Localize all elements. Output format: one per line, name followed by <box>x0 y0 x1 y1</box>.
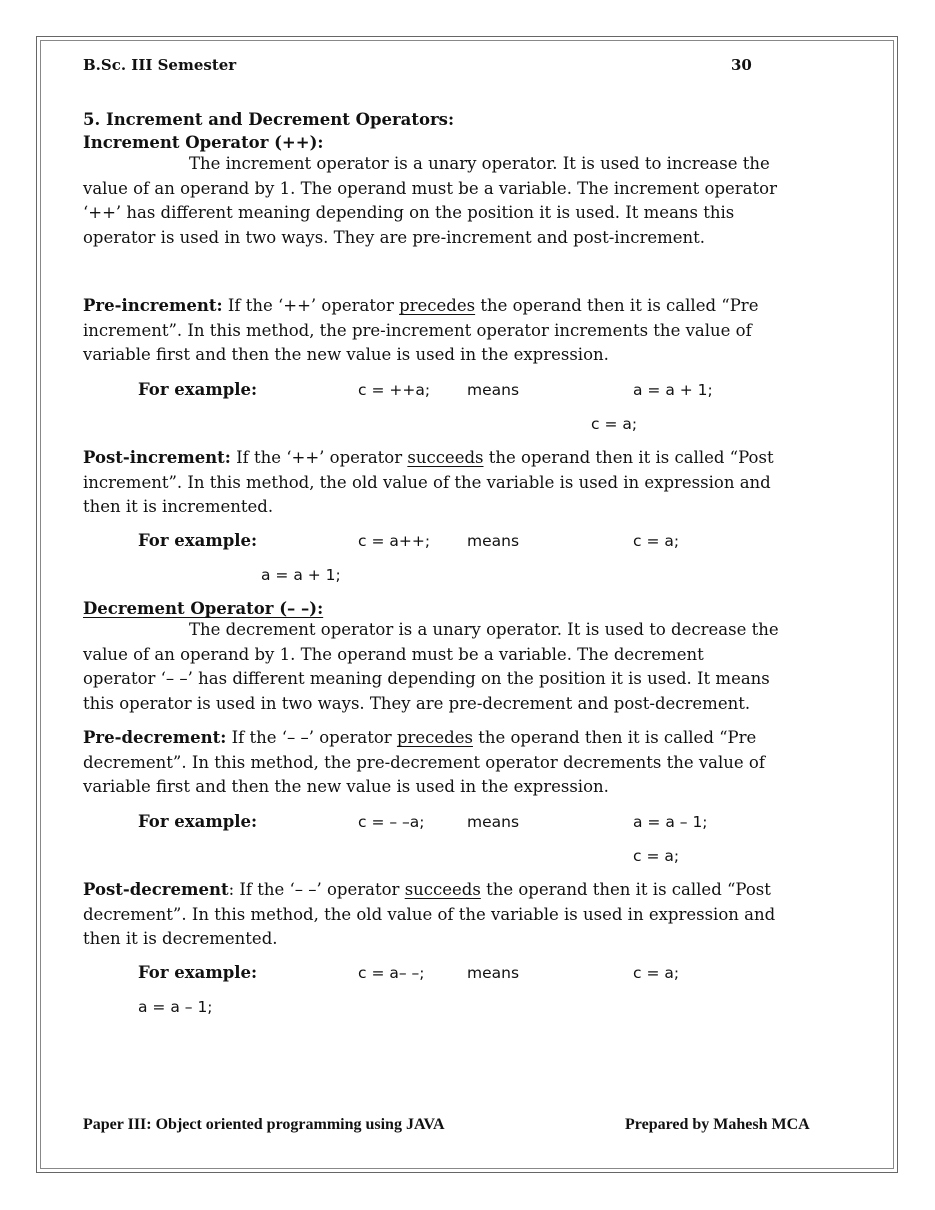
underlined-term: succeeds <box>407 448 484 467</box>
text-line: this operator is used in two ways. They are pre-decrement and post-decrement. <box>83 693 751 713</box>
text-line: variable first and then the new value is used in the expression. <box>83 345 609 365</box>
example-result: c = a; <box>633 532 680 550</box>
post-decrement-label: Post-decrement <box>83 880 229 899</box>
example-expression: c = ++a; <box>358 381 431 399</box>
text-line: The increment operator is a unary operator. It is used to increase the <box>189 154 770 173</box>
increment-heading: Increment Operator (++): <box>83 133 324 152</box>
example-result: c = a; <box>633 964 680 982</box>
example-expression: c = a++; <box>358 532 431 550</box>
text-line: then it is incremented. <box>83 497 274 517</box>
increment-paragraph <box>83 152 843 250</box>
text-line: variable first and then the new value is used in the expression. <box>83 777 609 797</box>
decrement-heading: Decrement Operator (– –): <box>83 599 324 618</box>
example-label: For example: <box>138 812 258 831</box>
example-expression: c = – –a; <box>358 813 425 831</box>
example-result: a = a – 1; <box>138 998 213 1016</box>
means-word: means <box>467 532 520 550</box>
example-result: a = a – 1; <box>633 813 708 831</box>
pre-increment-label: Pre-increment: <box>83 296 223 315</box>
text-line: ‘++’ has different meaning depending on the position it is used. It means this <box>83 203 735 223</box>
means-word: means <box>467 964 520 982</box>
example-label: For example: <box>138 963 258 982</box>
underlined-term: precedes <box>399 296 476 315</box>
underlined-term: succeeds <box>404 880 481 899</box>
text-line: increment”. In this method, the pre-increment operator increments the value of <box>83 320 752 340</box>
decrement-paragraph <box>83 618 843 716</box>
page-number: 30 <box>731 56 752 74</box>
post-increment-label: Post-increment: <box>83 448 231 467</box>
means-word: means <box>467 813 520 831</box>
text-line: operator ‘– –’ has different meaning depending on the position it is used. It means <box>83 669 770 689</box>
example-result: a = a + 1; <box>633 381 713 399</box>
example-result: c = a; <box>633 847 680 865</box>
text-line: value of an operand by 1. The operand must be a variable. The decrement <box>83 644 704 664</box>
text-line: then it is decremented. <box>83 929 278 949</box>
example-result: c = a; <box>591 415 638 433</box>
section-title: 5. Increment and Decrement Operators: <box>83 110 455 129</box>
pre-decrement-paragraph: Pre-decrement: If the ‘– –’ operator precedes the operand then it is called “Pre decrement”. In this method, the pre-decrement operator decrements the value of variable first and then the new value is used in the expression. <box>83 726 843 800</box>
pre-decrement-label: Pre-decrement: <box>83 728 227 747</box>
header-course: B.Sc. III Semester <box>83 56 237 74</box>
example-expression: c = a– –; <box>358 964 425 982</box>
post-increment-paragraph: Post-increment: If the ‘++’ operator succeeds the operand then it is called “Post increment”. In this method, the old value of the variable is used in expression and then it is incremented. <box>83 446 843 520</box>
text-line: operator is used in two ways. They are pre-increment and post-increment. <box>83 227 706 247</box>
text-line: The decrement operator is a unary operator. It is used to decrease the <box>189 620 779 639</box>
pre-increment-paragraph: Pre-increment: If the ‘++’ operator precedes the operand then it is called “Pre increment”. In this method, the pre-increment operator increments the value of variable first and then the new value is used in the expression. <box>83 294 843 368</box>
text-line: decrement”. In this method, the pre-decrement operator decrements the value of <box>83 752 765 772</box>
text-line: decrement”. In this method, the old value of the variable is used in expression and <box>83 904 776 924</box>
text-line: value of an operand by 1. The operand must be a variable. The increment operator <box>83 178 777 198</box>
post-decrement-paragraph: Post-decrement: If the ‘– –’ operator succeeds the operand then it is called “Post decrement”. In this method, the old value of the variable is used in expression and then it is decremented. <box>83 878 843 952</box>
text-line: increment”. In this method, the old value of the variable is used in expression and <box>83 472 771 492</box>
footer-author: Prepared by Mahesh MCA <box>625 1116 810 1133</box>
footer-paper: Paper III: Object oriented programming using JAVA <box>83 1116 445 1133</box>
means-word: means <box>467 381 520 399</box>
example-label: For example: <box>138 531 258 550</box>
example-result: a = a + 1; <box>261 566 341 584</box>
underlined-term: precedes <box>396 728 473 747</box>
example-label: For example: <box>138 380 258 399</box>
